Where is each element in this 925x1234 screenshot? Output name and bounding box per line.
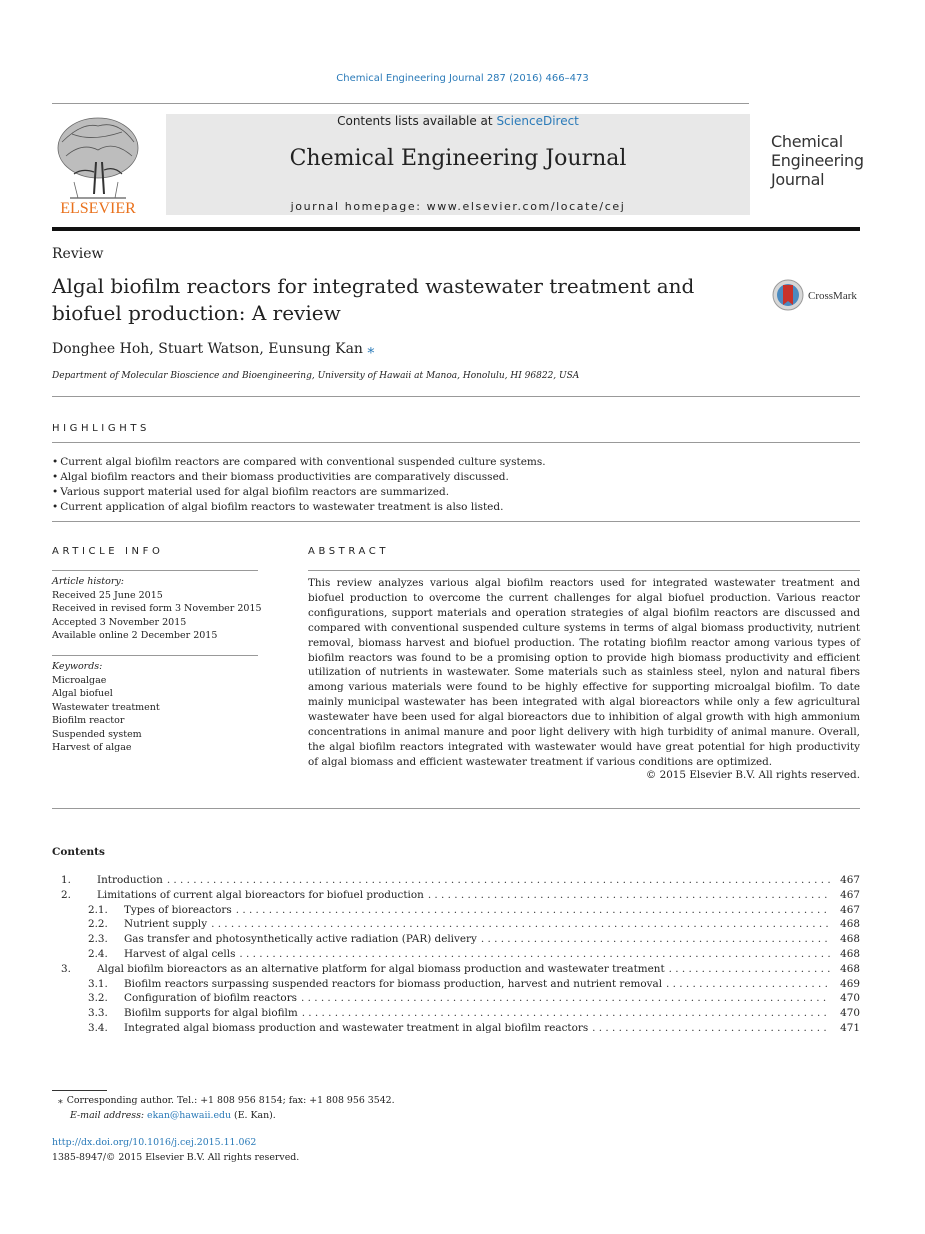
toc-page: 467 [840,888,860,901]
toc-page: 467 [840,874,860,886]
crossmark-button[interactable] [772,279,862,311]
affiliation: Department of Molecular Bioscience and Bioengineering, University of Hawaii at Manoa, Honolulu, HI 96822, USA [52,371,580,381]
toc-page: 471 [840,1021,860,1034]
header-thick-rule [52,227,860,231]
section-rule [52,808,860,809]
section-rule [52,655,258,656]
toc-page: 467 [840,903,860,916]
toc-leader [428,889,830,901]
toc-entry[interactable] [52,933,860,948]
toc-title: Introduction [97,874,163,886]
email-suffix: (E. Kan). [231,1109,276,1121]
history-entry: Received in revised form 3 November 2015 [52,603,262,614]
toc-page: 468 [840,933,860,946]
section-rule [308,570,860,571]
toc-leader [302,1007,830,1019]
cej-logo-line: Engineering [771,151,864,170]
highlight-item: • Current algal biofilm reactors are compared with conventional suspended culture systems. [52,455,546,470]
toc-title: Configuration of biofilm reactors [124,992,297,1005]
toc-title: Nutrient supply [124,918,208,931]
keyword: Algal biofuel [52,688,113,699]
toc-title: Biofilm reactors surpassing suspended reactors for biomass production, harvest and nutrient removal [124,977,663,990]
elsevier-tree-icon [52,112,144,216]
toc-page: 469 [840,977,860,990]
toc-number: 2.4. [88,947,108,960]
keywords-label: Keywords: [52,661,103,672]
section-rule [52,521,860,522]
highlight-item: • Various support material used for algal biofilm reactors are summarized. [52,485,546,500]
toc-title: Harvest of algal cells [124,947,236,960]
corresponding-author-mark[interactable]: ⁎ [367,341,375,357]
highlights-heading: HIGHLIGHTS [52,423,150,434]
toc-number: 3.2. [88,992,108,1005]
toc-page: 468 [840,918,860,931]
toc-title: Limitations of current algal bioreactors for biofuel production [97,888,424,901]
toc-title: Types of bioreactors [124,903,232,916]
toc-entry[interactable] [52,1022,860,1037]
toc-leader [211,918,830,930]
contents-heading: Contents [52,846,105,858]
toc-leader [592,1022,830,1034]
keyword: Wastewater treatment [52,701,160,713]
article-history [52,575,262,643]
article-info-heading: ARTICLE INFO [52,546,164,557]
toc-entry[interactable] [52,1007,860,1022]
elsevier-logo [52,112,144,216]
cej-logo [771,132,864,189]
keyword: Biofilm reactor [52,715,125,726]
history-entry: Available online 2 December 2015 [52,630,218,641]
keyword: Harvest of algae [52,742,132,753]
sciencedirect-link[interactable]: ScienceDirect [496,114,579,128]
corresponding-author-note: Corresponding author. Tel.: +1 808 956 8154; fax: +1 808 956 3542. [66,1095,395,1106]
toc-leader [669,963,830,975]
toc-number: 3.1. [88,977,108,990]
journal-reference-link[interactable]: Chemical Engineering Journal 287 (2016) 466–473 [336,73,589,84]
toc-page: 470 [840,1007,860,1020]
footnote [52,1094,395,1123]
toc-leader [301,992,830,1004]
toc-entry[interactable] [52,963,860,978]
highlights-list [52,455,546,515]
toc-leader [236,904,830,916]
table-of-contents [52,874,860,1037]
issn-line: 1385-8947/© 2015 Elsevier B.V. All rights reserved. [52,1151,300,1163]
email-label: E-mail address: [70,1109,148,1121]
toc-title: Integrated algal biomass production and wastewater treatment in algal biofilm reactors [124,1021,589,1034]
toc-leader [167,874,830,886]
author-list [52,341,374,357]
doi-block [52,1136,299,1165]
toc-number: 3.3. [88,1007,108,1020]
abstract-text: This review analyzes various algal biofilm reactors used for integrated wastewater treatment and biofuel production to overcome the current challenges for algal biofuel production. Various reactor configurations, support materials and operation strategies of algal biofilm reactors are discussed and compared with conventional suspended culture systems in terms of algal biomass productivity, nutrient removal, biomass harvest and biofuel production. The rotating biofilm reactor among various types of biofilm reactors was found to be a promising option to provide high biomass productivity and efficient utilization of nutrients in wastewater. Some materials such as stainless steel, nylon and natural fibers among various materials were found to be highly effective for supporting microalgal biofilm. To date mainly municipal wastewater has been integrated with algal bioreactors while only a few agricultural wastewater have been used for algal bioreactors due to inhibition of algal growth with high ammonium concentrations in animal manure and poor light delivery with high turbidity of animal manure. Overall, the algal biofilm reactors integrated with wastewater would have great potential for high productivity of algal biomass and efficient wastewater treatment if various conditions are optimized. [308,577,860,768]
keywords [52,660,160,755]
toc-number: 2. [61,888,71,901]
toc-leader [666,978,830,990]
toc-page: 468 [840,947,860,960]
toc-leader [239,948,830,960]
highlight-item: • Current application of algal biofilm reactors to wastewater treatment is also listed. [52,500,546,515]
toc-entry[interactable] [52,948,860,963]
toc-title: Gas transfer and photosynthetically active radiation (PAR) delivery [124,933,477,946]
abstract-copyright: © 2015 Elsevier B.V. All rights reserved. [645,769,860,781]
toc-number: 3. [61,962,71,975]
toc-entry[interactable] [52,978,860,993]
toc-page: 470 [840,992,860,1005]
keyword: Suspended system [52,728,142,740]
elsevier-wordmark: ELSEVIER [60,200,136,216]
section-rule [52,396,860,397]
toc-title: Biofilm supports for algal biofilm [124,1007,298,1020]
history-entry: Accepted 3 November 2015 [52,616,187,628]
section-rule [52,570,258,571]
toc-page: 468 [840,962,860,975]
journal-title: Chemical Engineering Journal [289,146,627,171]
section-rule [52,442,860,443]
crossmark-label: CrossMark [808,290,857,302]
header-rule [52,103,749,104]
email-link[interactable]: ekan@hawaii.edu [147,1109,232,1121]
crossmark-icon [772,279,862,311]
abstract-heading: ABSTRACT [308,546,390,557]
article-title: Algal biofilm reactors for integrated wastewater treatment and biofuel production: A review [52,274,695,325]
toc-entry[interactable] [52,918,860,933]
article-type: Review [52,246,104,262]
toc-leader [481,933,830,945]
journal-homepage-link[interactable]: journal homepage: www.elsevier.com/locate/cej [290,200,626,213]
footnote-mark: ⁎ [58,1095,63,1106]
toc-entry[interactable] [52,992,860,1007]
keyword: Microalgae [52,674,107,686]
toc-entry[interactable] [52,874,860,889]
history-entry: Received 25 June 2015 [52,589,163,601]
author-names: Donghee Hoh, Stuart Watson, Eunsung Kan [52,341,363,357]
contents-availability [166,114,750,128]
footnote-rule [52,1090,107,1091]
toc-number: 3.4. [88,1021,108,1034]
doi-link[interactable]: http://dx.doi.org/10.1016/j.cej.2015.11.062 [52,1137,257,1148]
cej-logo-line: Journal [771,170,825,189]
toc-number: 2.1. [88,903,108,916]
history-label: Article history: [52,576,124,587]
toc-entry[interactable] [52,904,860,919]
toc-number: 2.3. [88,933,108,946]
toc-title: Algal biofilm bioreactors as an alternative platform for algal biomass production and wastewater treatment [97,962,665,975]
toc-number: 1. [61,874,71,886]
highlight-item: • Algal biofilm reactors and their biomass productivities are comparatively discussed. [52,470,546,485]
toc-number: 2.2. [88,918,108,931]
toc-entry[interactable] [52,889,860,904]
cej-logo-line: Chemical [771,132,843,151]
contents-prefix: Contents lists available at [337,114,497,128]
